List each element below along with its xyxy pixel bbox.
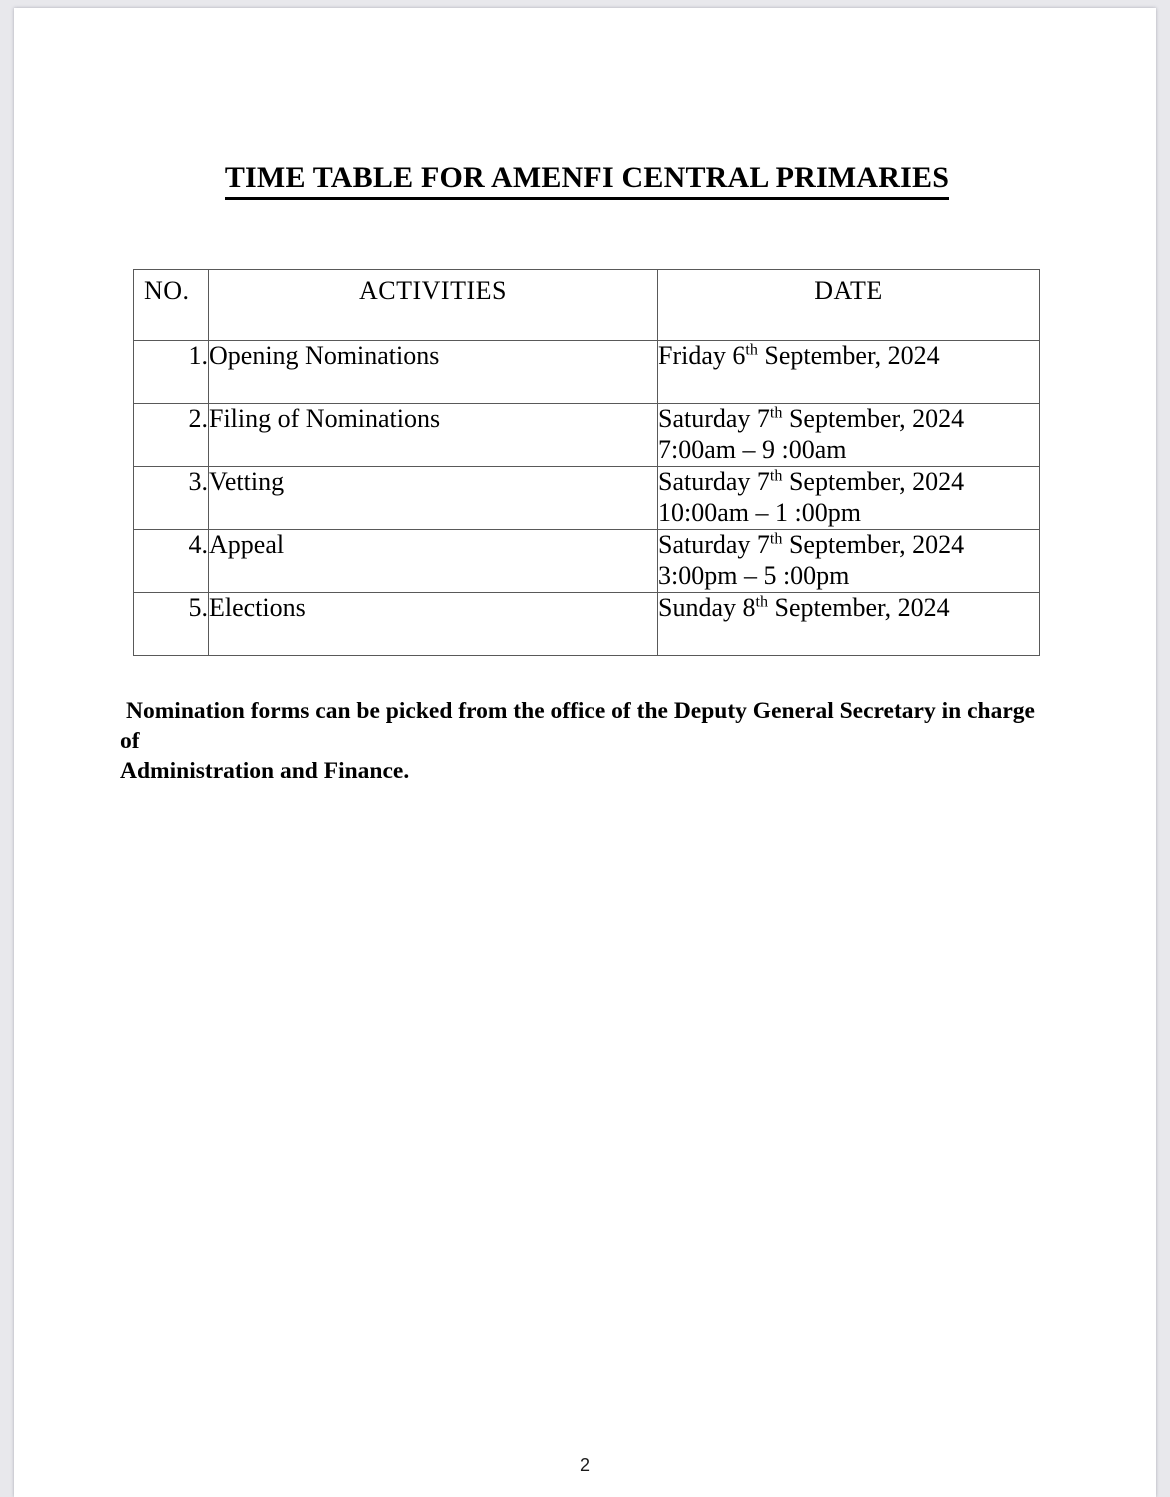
row-date-primary xyxy=(658,404,1039,435)
row-number: 2. xyxy=(134,404,209,467)
row-date-rest: September, 2024 xyxy=(782,404,965,433)
row-date-day: Saturday 7 xyxy=(658,404,770,433)
row-date xyxy=(658,467,1040,530)
column-header-activities: ACTIVITIES xyxy=(209,270,658,341)
row-activity: Opening Nominations xyxy=(209,341,658,404)
page-number: 2 xyxy=(579,1455,590,1475)
timetable xyxy=(133,269,1040,656)
row-activity: Vetting xyxy=(209,467,658,530)
table-row xyxy=(134,341,1040,404)
table-row xyxy=(134,467,1040,530)
row-number: 3. xyxy=(134,467,209,530)
row-date-ordinal: th xyxy=(755,593,769,611)
table-row xyxy=(134,530,1040,593)
row-number: 4. xyxy=(134,530,209,593)
row-date-time: 10:00am – 1 :00pm xyxy=(658,497,861,527)
row-date-rest: September, 2024 xyxy=(768,593,950,622)
row-date-ordinal: th xyxy=(745,341,758,359)
row-date-primary xyxy=(658,530,1039,561)
timetable-container xyxy=(133,269,1039,656)
row-date-day: Friday 6 xyxy=(658,341,746,370)
column-header-no: NO. xyxy=(134,270,209,341)
column-header-date: DATE xyxy=(658,270,1040,341)
document-page xyxy=(14,8,1156,1497)
row-date xyxy=(658,404,1040,467)
row-date xyxy=(658,341,1040,404)
row-date-ordinal: th xyxy=(769,404,783,422)
row-date-ordinal: th xyxy=(769,467,783,485)
table-row xyxy=(134,404,1040,467)
row-date-rest: September, 2024 xyxy=(782,530,965,559)
row-date-day: Saturday 7 xyxy=(658,530,770,559)
row-date xyxy=(658,530,1040,593)
row-number: 1. xyxy=(134,341,209,404)
page-title-text: TIME TABLE FOR AMENFI CENTRAL PRIMARIES xyxy=(225,161,949,200)
row-date-primary xyxy=(658,593,1039,624)
row-activity: Elections xyxy=(209,593,658,656)
row-activity: Filing of Nominations xyxy=(209,404,658,467)
note-line-1: Nomination forms can be picked from the office of the Deputy General Secretary in charge of xyxy=(120,698,1035,755)
row-number: 5. xyxy=(134,593,209,656)
row-date xyxy=(658,593,1040,656)
row-date-day: Saturday 7 xyxy=(658,467,770,496)
row-date-rest: September, 2024 xyxy=(782,467,965,496)
row-date-time: 3:00pm – 5 :00pm xyxy=(658,560,850,590)
note-paragraph xyxy=(120,696,1050,786)
row-date-ordinal: th xyxy=(769,530,783,548)
page-title xyxy=(222,161,952,200)
table-row xyxy=(134,593,1040,656)
row-date-rest: September, 2024 xyxy=(757,341,940,370)
note-line-2: Administration and Finance. xyxy=(120,758,410,785)
row-activity: Appeal xyxy=(209,530,658,593)
row-date-primary xyxy=(658,467,1039,498)
table-header-row xyxy=(134,270,1040,341)
row-date-time: 7:00am – 9 :00am xyxy=(658,434,847,464)
row-date-day: Sunday 8 xyxy=(658,593,756,622)
row-date-primary xyxy=(658,341,1039,372)
